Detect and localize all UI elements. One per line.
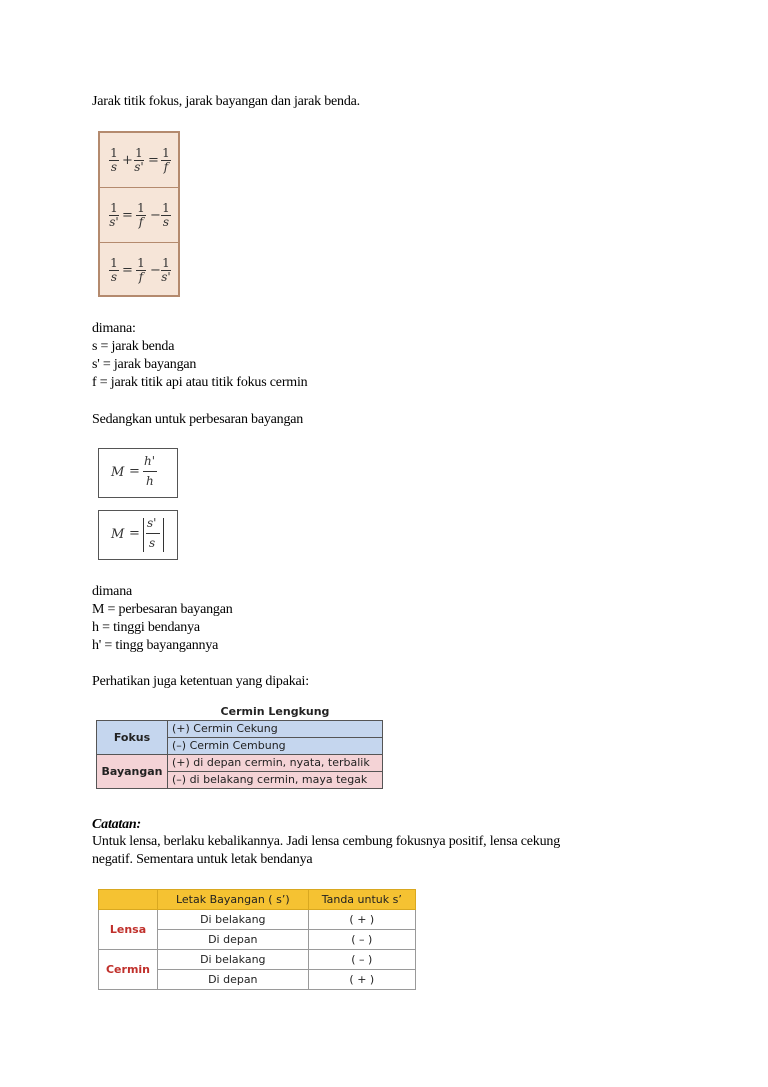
header-cell [99, 890, 158, 910]
abs-bar-left [143, 518, 144, 552]
intro-text: Jarak titik fokus, jarak bayangan dan jarak benda. [92, 94, 360, 109]
fraction: 1 s' [134, 146, 144, 174]
perbesaran-intro: Sedangkan untuk perbesaran bayangan [92, 412, 304, 427]
ketentuan-text: Perhatikan juga ketentuan yang dipakai: [92, 674, 309, 689]
fraction: 1 f [137, 256, 145, 284]
table-cell: Di depan [158, 970, 309, 990]
table-row [97, 721, 383, 738]
fraction: 1 s' [161, 256, 171, 284]
table-cell: ( + ) [308, 970, 415, 990]
fraction: 1 s [162, 201, 170, 229]
dimana-label-2: dimana [92, 584, 133, 599]
table-cell: (–) Cermin Cembung [168, 738, 383, 755]
definition-f: f = jarak titik api atau titik fokus cermin [92, 375, 308, 390]
operator: = [129, 464, 140, 479]
dimana-label: dimana: [92, 321, 136, 336]
fraction-bar [143, 471, 157, 472]
table-header-row [99, 890, 416, 910]
table-header-row [97, 704, 383, 721]
group-label-lensa: Lensa [99, 910, 158, 950]
table-cell: Di belakang [158, 910, 309, 930]
fraction: 1 s [110, 256, 118, 284]
table-cell: ( + ) [308, 910, 415, 930]
table-cell: (+) Cermin Cekung [168, 721, 383, 738]
operator: = [129, 526, 140, 541]
fraction: 1 f [162, 146, 170, 174]
definition-s-prime: s' = jarak bayangan [92, 357, 197, 372]
table-row [99, 950, 416, 970]
operator: = [148, 153, 159, 168]
table-row [99, 910, 416, 930]
definition-s: s = jarak benda [92, 339, 175, 354]
fraction: 1 s' [109, 201, 119, 229]
row-label-fokus: Fokus [97, 721, 168, 755]
denominator: s [149, 536, 156, 550]
group-label-cermin: Cermin [99, 950, 158, 990]
operator: = [122, 263, 133, 278]
definition-h-prime: h' = tingg bayangannya [92, 638, 219, 653]
numerator: s' [147, 516, 157, 530]
fraction: 1 f [137, 201, 145, 229]
fraction: 1 s [110, 146, 118, 174]
denominator: h [146, 474, 154, 488]
formula-2 [100, 188, 178, 243]
formula-3 [100, 243, 178, 297]
catatan-line-2: negatif. Sementara untuk letak bendanya [92, 852, 313, 867]
numerator: h' [144, 454, 156, 468]
operator: = [122, 208, 133, 223]
catatan-line-1: Untuk lensa, berlaku kebalikannya. Jadi lensa cembung fokusnya positif, lensa cekung [92, 834, 561, 849]
cermin-lengkung-table [96, 704, 383, 789]
header-cell: Tanda untuk s’ [308, 890, 415, 910]
row-label-bayangan: Bayangan [97, 755, 168, 789]
table-cell: Di depan [158, 930, 309, 950]
operator: − [150, 263, 161, 278]
symbol: M [111, 465, 125, 480]
table-cell: (–) di belakang cermin, maya tegak [168, 772, 383, 789]
header-cell: Letak Bayangan ( s’) [158, 890, 309, 910]
fraction-bar [146, 533, 160, 534]
letak-bayangan-table [98, 889, 416, 990]
table-cell: ( – ) [308, 950, 415, 970]
definition-h: h = tinggi bendanya [92, 620, 200, 635]
lens-formula-box [98, 131, 180, 297]
table-cell: Di belakang [158, 950, 309, 970]
symbol: M [111, 527, 125, 542]
empty-cell [97, 704, 168, 721]
operator: − [150, 208, 161, 223]
table-row [97, 755, 383, 772]
catatan-heading: Catatan: [92, 817, 141, 832]
table-cell: (+) di depan cermin, nyata, terbalik [168, 755, 383, 772]
abs-bar-right [163, 518, 164, 552]
formula-1 [100, 133, 178, 188]
magnification-formula-1 [98, 448, 178, 498]
definition-m: M = perbesaran bayangan [92, 602, 233, 617]
operator: + [122, 153, 133, 168]
magnification-formula-2 [98, 510, 178, 560]
table-title: Cermin Lengkung [220, 705, 330, 718]
table-cell: ( – ) [308, 930, 415, 950]
